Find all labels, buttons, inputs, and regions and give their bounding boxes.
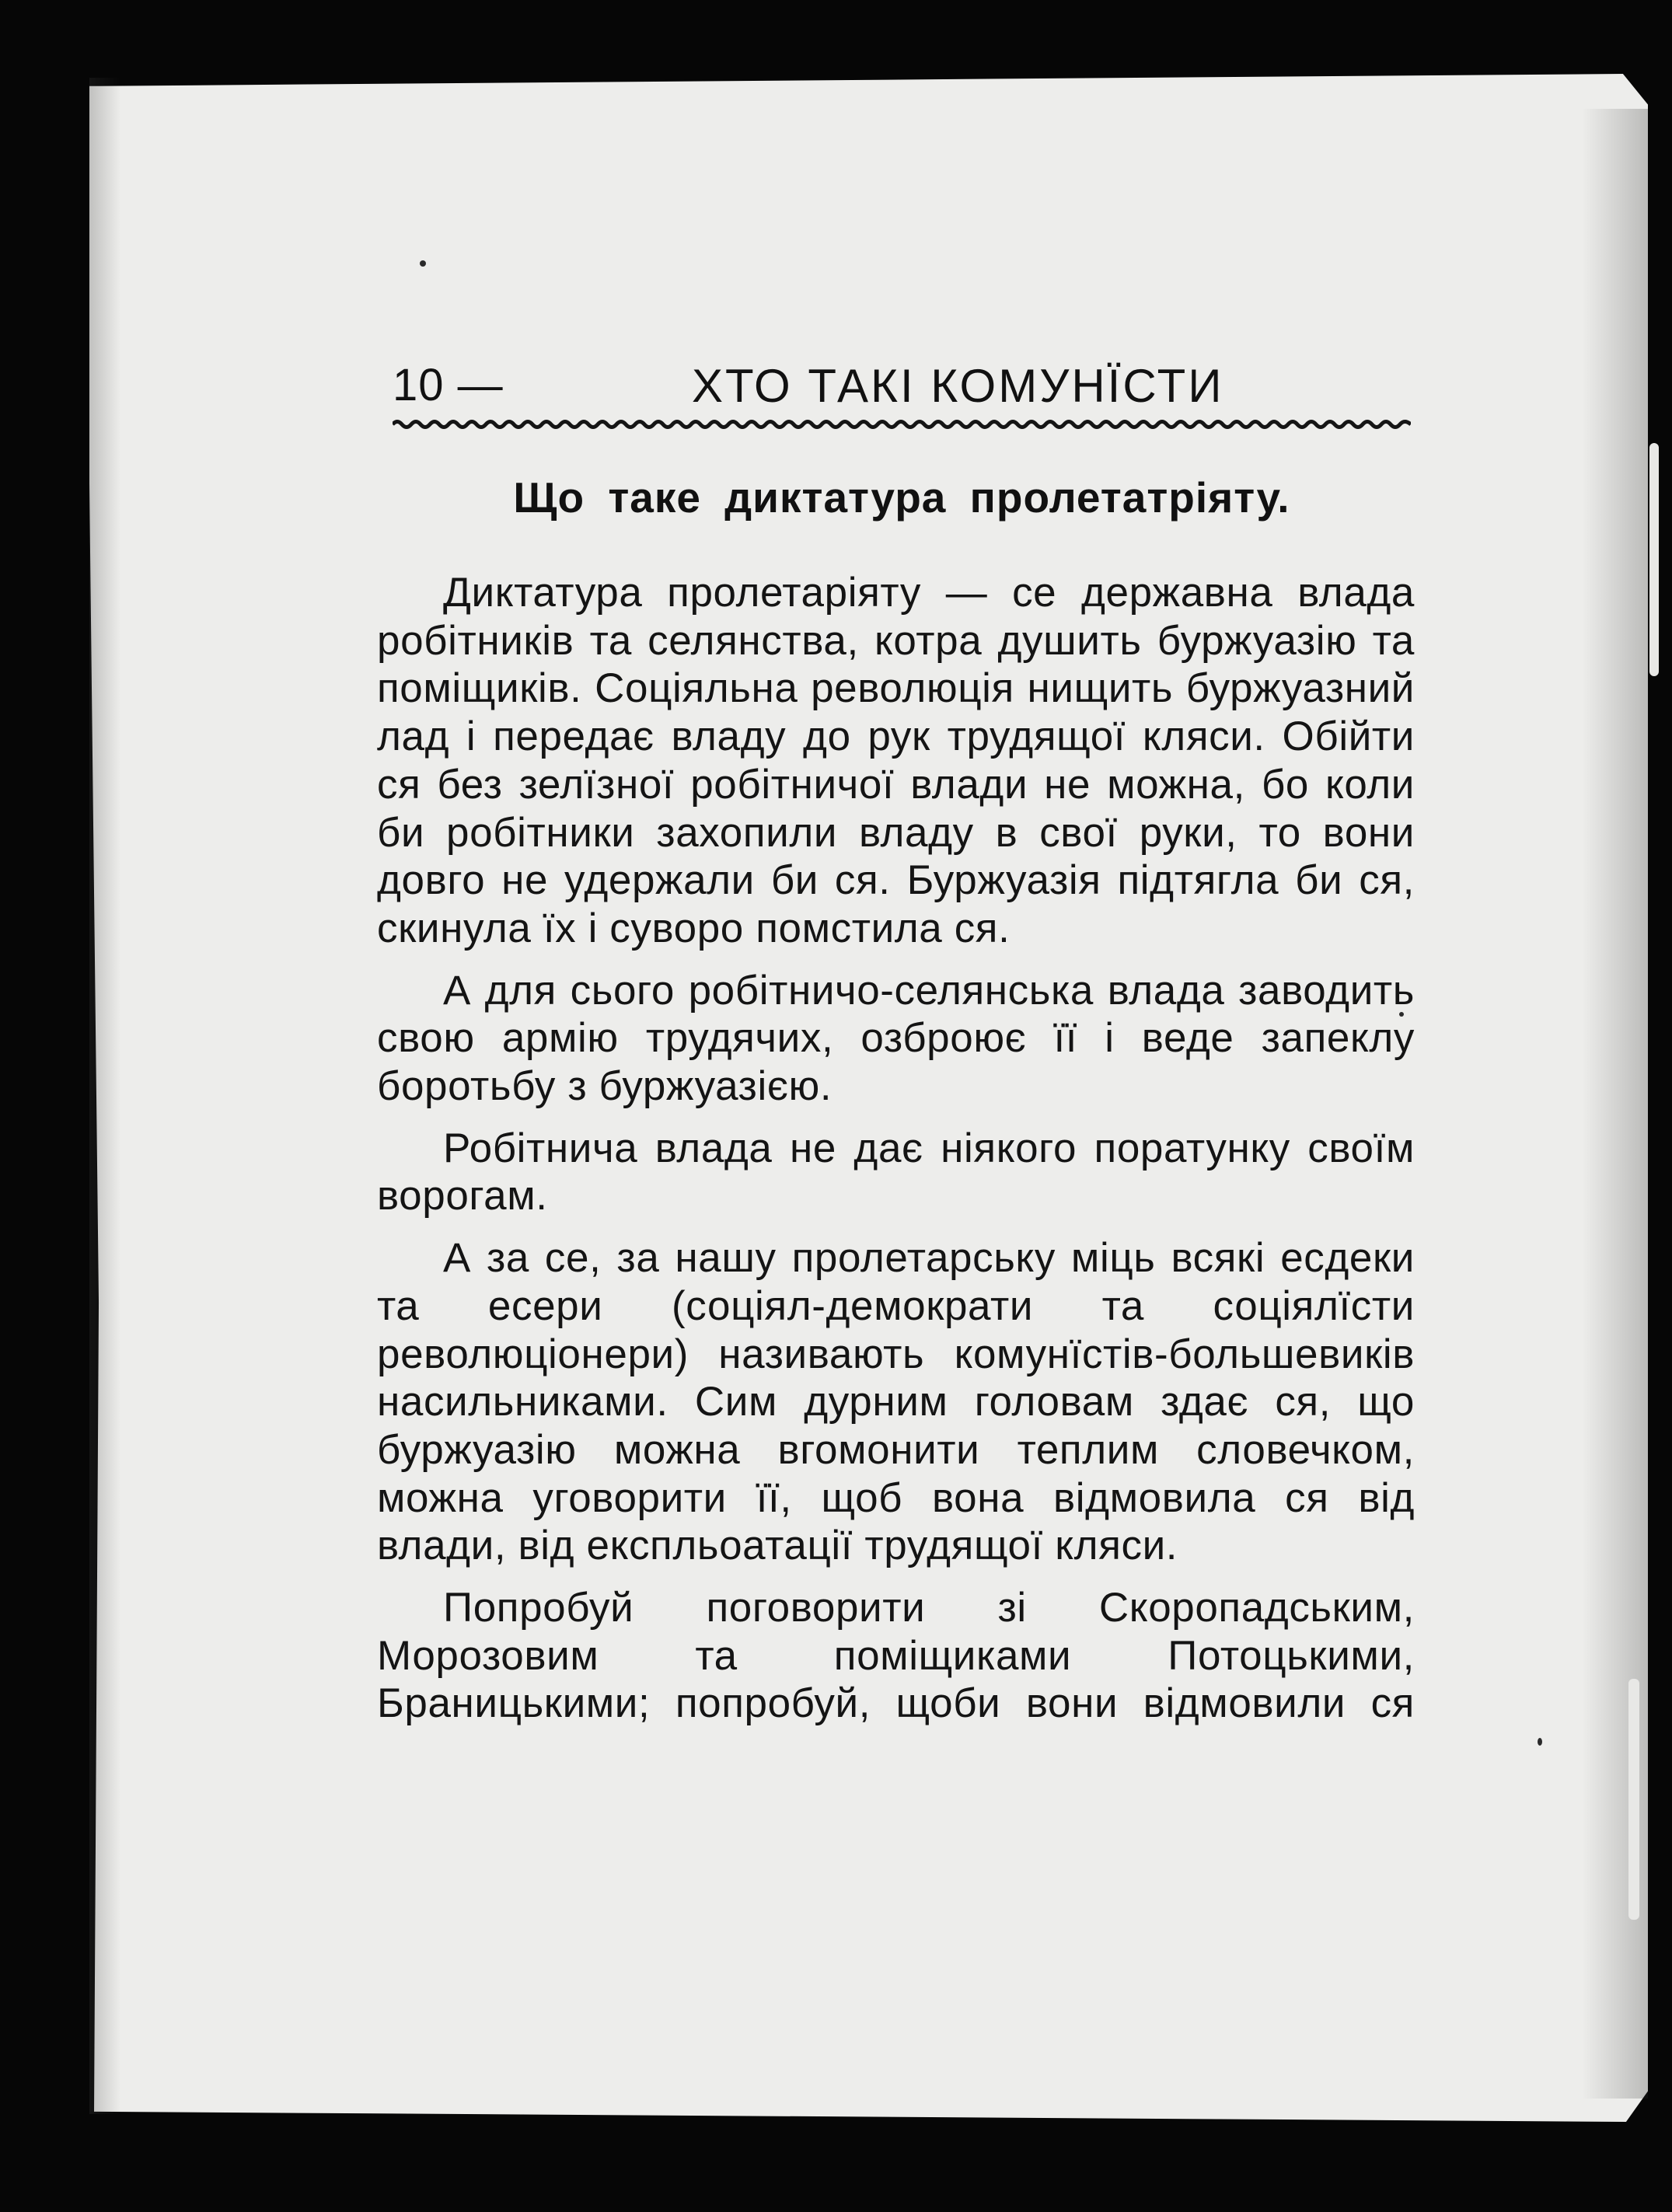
page-number: 10 — (393, 360, 504, 410)
binding-mark-bottom (1628, 1679, 1639, 1920)
body-text (377, 569, 1415, 1742)
page-left-shadow (89, 78, 120, 2114)
binding-mark-top (1649, 443, 1659, 676)
section-heading: Що таке диктатура пролетатріяту. (513, 473, 1290, 522)
running-title: ХТО ТАКІ КОМУНЇСТИ (692, 360, 1224, 412)
paragraph: А за се, за нашу пролетарську міць всякі есдеки та есери (соціял-демократи та соціялїсти революціонери) називають комунїстів-большевиків насильниками. Сим дурним головам здає ся, що буржуазію можна вгомонити теплим словечком, можна уговорити її, щоб вона відмовила ся від влади, від експльоатації трудящої кляси. (377, 1235, 1415, 1569)
dust-speck (420, 260, 426, 267)
paragraph: Диктатура пролетаріяту — се державна влада робітників та селянства, котра душить буржуазію та поміщиків. Соціяльна революція нищить буржуазний лад і передає владу до рук трудящої кляси. Обійти ся без зелїзної робітничої влади не можна, бо коли би робітники захопили владу в свої руки, то вони довго не удержали би ся. Буржуазія підтягла би ся, скинула їх і суворо помстила ся. (377, 570, 1415, 951)
paragraph: Попробуй поговорити зі Скоропадським, Морозовим та поміщиками Потоцькими, Браницькими; попробуй, щоби вони відмовили ся (377, 1585, 1415, 1727)
paragraph: Робітнича влада не дає ніякого поратунку своїм ворогам. (377, 1125, 1415, 1219)
running-head (393, 359, 1415, 421)
dust-speck (1538, 1738, 1542, 1746)
wavy-divider-rule (393, 416, 1411, 433)
paragraph: А для сього робітничо-селянська влада заводить свою армію трудячих, озброює її і веде запеклу боротьбу з буржуазією. (377, 967, 1415, 1110)
